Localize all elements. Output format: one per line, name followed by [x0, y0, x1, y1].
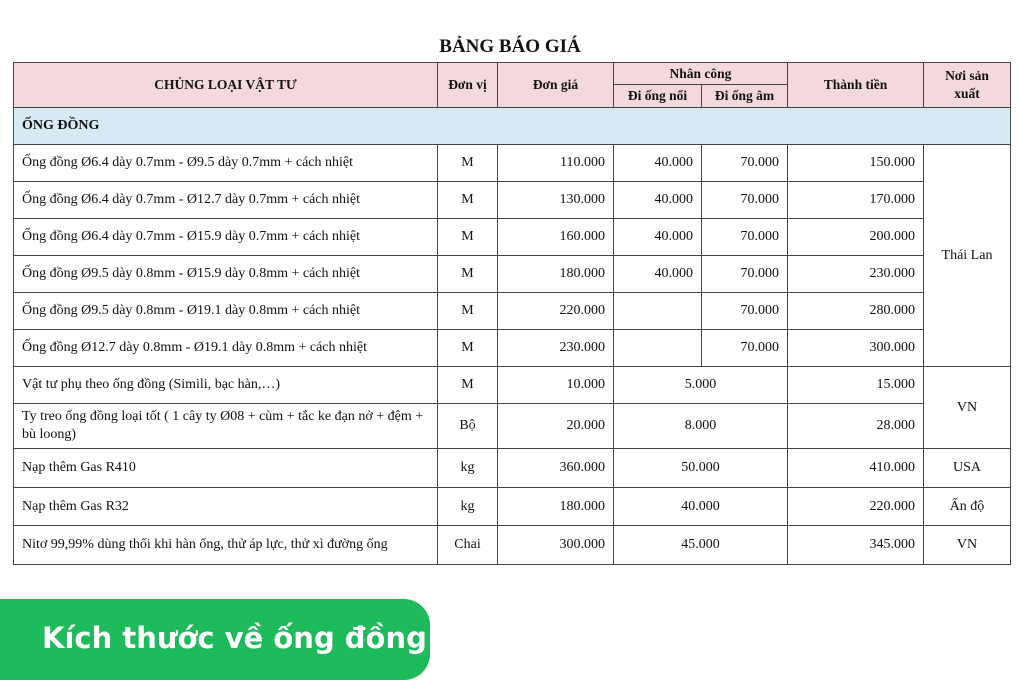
exposed-cell: 40.000 — [614, 145, 702, 182]
origin-cell: VN — [924, 367, 1011, 449]
table-row — [14, 367, 1011, 404]
unit-cell: M — [438, 182, 498, 219]
origin-cell: USA — [924, 449, 1011, 488]
material-cell: Nạp thêm Gas R32 — [14, 488, 438, 526]
header-total: Thành tiền — [788, 63, 924, 108]
total-cell: 15.000 — [788, 367, 924, 404]
unit-cell: M — [438, 256, 498, 293]
exposed-cell: 40.000 — [614, 182, 702, 219]
material-cell: Ống đồng Ø6.4 dày 0.7mm - Ø12.7 dày 0.7mm + cách nhiệt — [14, 182, 438, 219]
table-row — [14, 404, 1011, 449]
price-cell: 180.000 — [498, 488, 614, 526]
exposed-cell — [614, 330, 702, 367]
total-cell: 200.000 — [788, 219, 924, 256]
section-row — [14, 108, 1011, 145]
table-row — [14, 526, 1011, 565]
material-cell: Nitơ 99,99% dùng thổi khi hàn ống, thử áp lực, thử xì đường ống — [14, 526, 438, 565]
table-title: BẢNG BÁO GIÁ — [439, 36, 581, 57]
caption-banner — [0, 599, 430, 680]
origin-cell: Thái Lan — [924, 145, 1011, 367]
total-cell: 410.000 — [788, 449, 924, 488]
total-cell: 345.000 — [788, 526, 924, 565]
total-cell: 220.000 — [788, 488, 924, 526]
material-cell: Ống đồng Ø9.5 dày 0.8mm - Ø15.9 dày 0.8mm + cách nhiệt — [14, 256, 438, 293]
price-cell: 300.000 — [498, 526, 614, 565]
table-row — [14, 219, 1011, 256]
labor-cell: 8.000 — [614, 404, 788, 449]
price-table — [13, 62, 1011, 565]
exposed-cell: 40.000 — [614, 256, 702, 293]
section-title: ỐNG ĐỒNG — [14, 108, 1011, 145]
table-row — [14, 145, 1011, 182]
price-cell: 180.000 — [498, 256, 614, 293]
table-row — [14, 256, 1011, 293]
labor-cell: 45.000 — [614, 526, 788, 565]
total-cell: 170.000 — [788, 182, 924, 219]
embedded-cell: 70.000 — [702, 293, 788, 330]
header-row — [14, 63, 1011, 85]
material-cell: Ống đồng Ø9.5 dày 0.8mm - Ø19.1 dày 0.8mm + cách nhiệt — [14, 293, 438, 330]
table-row — [14, 488, 1011, 526]
price-cell: 360.000 — [498, 449, 614, 488]
total-cell: 150.000 — [788, 145, 924, 182]
unit-cell: M — [438, 293, 498, 330]
price-cell: 10.000 — [498, 367, 614, 404]
unit-cell: M — [438, 367, 498, 404]
exposed-cell: 40.000 — [614, 219, 702, 256]
unit-cell: Bộ — [438, 404, 498, 449]
labor-cell: 50.000 — [614, 449, 788, 488]
total-cell: 280.000 — [788, 293, 924, 330]
total-cell: 230.000 — [788, 256, 924, 293]
unit-cell: M — [438, 145, 498, 182]
price-cell: 230.000 — [498, 330, 614, 367]
table-row — [14, 293, 1011, 330]
unit-cell: kg — [438, 449, 498, 488]
labor-cell: 40.000 — [614, 488, 788, 526]
material-cell: Ống đồng Ø6.4 dày 0.7mm - Ø9.5 dày 0.7mm + cách nhiệt — [14, 145, 438, 182]
header-origin: Nơi sản xuất — [924, 63, 1011, 108]
header-unit: Đơn vị — [438, 63, 498, 108]
material-cell: Ty treo ống đồng loại tốt ( 1 cây ty Ø08 + cùm + tắc ke đạn nở + đệm + bù loong) — [14, 404, 438, 449]
embedded-cell: 70.000 — [702, 145, 788, 182]
origin-cell: VN — [924, 526, 1011, 565]
header-material: CHỦNG LOẠI VẬT TƯ — [14, 63, 438, 108]
embedded-cell: 70.000 — [702, 330, 788, 367]
price-cell: 20.000 — [498, 404, 614, 449]
caption-text: Kích thước về ống đồng — [42, 621, 427, 655]
table-row — [14, 449, 1011, 488]
labor-cell: 5.000 — [614, 367, 788, 404]
material-cell: Ống đồng Ø12.7 dày 0.8mm - Ø19.1 dày 0.8mm + cách nhiệt — [14, 330, 438, 367]
material-cell: Vật tư phụ theo ống đồng (Simili, bạc hàn,…) — [14, 367, 438, 404]
embedded-cell: 70.000 — [702, 219, 788, 256]
material-cell: Ống đồng Ø6.4 dày 0.7mm - Ø15.9 dày 0.7mm + cách nhiệt — [14, 219, 438, 256]
header-embedded: Đi ống âm — [702, 85, 788, 108]
unit-cell: Chai — [438, 526, 498, 565]
embedded-cell: 70.000 — [702, 182, 788, 219]
total-cell: 28.000 — [788, 404, 924, 449]
table-row — [14, 330, 1011, 367]
embedded-cell: 70.000 — [702, 256, 788, 293]
unit-cell: kg — [438, 488, 498, 526]
unit-cell: M — [438, 330, 498, 367]
header-unit-price: Đơn giá — [498, 63, 614, 108]
exposed-cell — [614, 293, 702, 330]
total-cell: 300.000 — [788, 330, 924, 367]
table-row — [14, 182, 1011, 219]
origin-cell: Ấn độ — [924, 488, 1011, 526]
header-exposed: Đi ống nổi — [614, 85, 702, 108]
header-labor: Nhân công — [614, 63, 788, 85]
price-cell: 130.000 — [498, 182, 614, 219]
price-cell: 110.000 — [498, 145, 614, 182]
material-cell: Nạp thêm Gas R410 — [14, 449, 438, 488]
price-cell: 220.000 — [498, 293, 614, 330]
unit-cell: M — [438, 219, 498, 256]
price-cell: 160.000 — [498, 219, 614, 256]
